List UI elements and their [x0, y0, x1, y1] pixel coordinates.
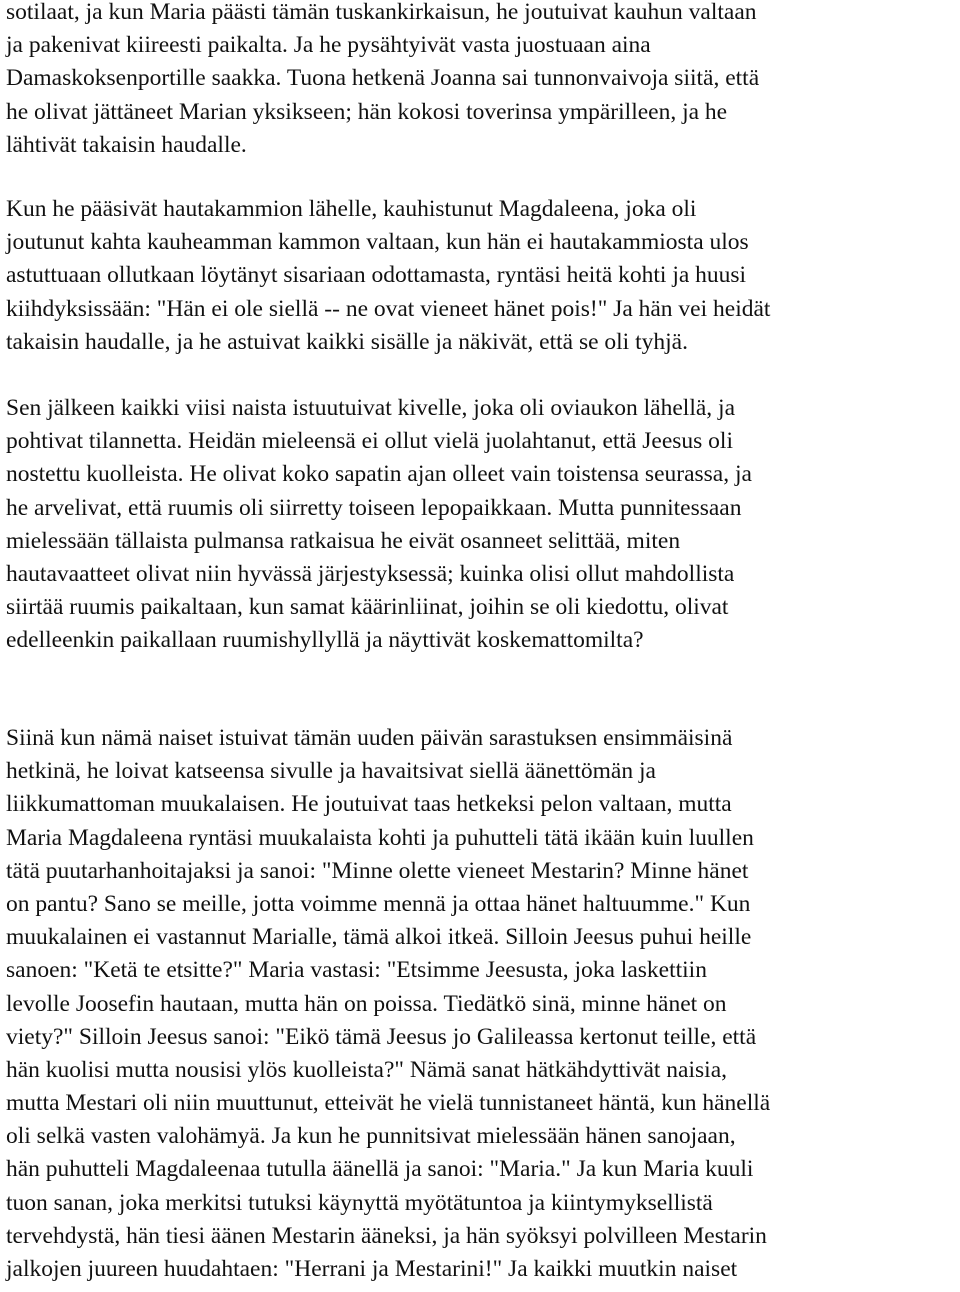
- text-line: Maria Magdaleena ryntäsi muukalaista kohti ja puhutteli tätä ikään kuin luullen: [6, 824, 754, 851]
- text-line: ja pakenivat kiireesti paikalta. Ja he pysähtyivät vasta juostuaan aina: [6, 32, 651, 59]
- paragraph-3: [6, 392, 752, 658]
- text-line: Damaskoksenportille saakka. Tuona hetkenä Joanna sai tunnonvaivoja siitä, että: [6, 65, 760, 92]
- text-line: tätä puutarhanhoitajaksi ja sanoi: "Minne olette vieneet Mestarin? Minne hänet: [6, 857, 749, 884]
- text-line: hautavaatteet olivat niin hyvässä järjestyksessä; kuinka olisi ollut mahdollista: [6, 560, 735, 587]
- text-line: pohtivat tilannetta. Heidän mieleensä ei ollut vielä juolahtanut, että Jeesus oli: [6, 428, 733, 455]
- text-line: edelleenkin paikallaan ruumishyllyllä ja näyttivät koskemattomilta?: [6, 627, 644, 654]
- text-line: kiihdyksissään: "Hän ei ole siellä -- ne ovat vieneet hänet pois!" Ja hän vei heidät: [6, 295, 771, 322]
- text-line: Siinä kun nämä naiset istuivat tämän uuden päivän sarastuksen ensimmäisinä: [6, 725, 733, 751]
- text-line: lähtivät takaisin haudalle.: [6, 131, 247, 158]
- text-line: oli selkä vasten valohämyä. Ja kun he punnitsivat mielessään hänen sanojaan,: [6, 1123, 736, 1150]
- text-line: hän kuolisi mutta nousisi ylös kuolleista?" Nämä sanat hätkähdyttivät naisia,: [6, 1056, 727, 1083]
- text-line: on pantu? Sano se meille, jotta voimme mennä ja ottaa hänet haltuumme." Kun: [6, 890, 751, 917]
- text-line: mielessään tällaista pulmansa ratkaisua he eivät osanneet selittää, miten: [6, 527, 681, 554]
- text-line: he olivat jättäneet Marian yksikseen; hän kokosi toverinsa ympärilleen, ja he: [6, 98, 728, 125]
- text-line: astuttuaan ollutkaan löytänyt sisariaan odottamasta, ryntäsi heitä kohti ja huusi: [6, 262, 747, 289]
- text-line: levolle Joosefin hautaan, mutta hän on poissa. Tiedätkö sinä, minne hänet on: [6, 990, 727, 1017]
- text-line: mutta Mestari oli niin muuttunut, etteivät he vielä tunnistaneet häntä, kun hänellä: [6, 1090, 771, 1117]
- text-line: takaisin haudalle, ja he astuivat kaikki sisälle ja näkivät, että se oli tyhjä.: [6, 328, 688, 355]
- text-line: he arvelivat, että ruumis oli siirretty toiseen lepopaikkaan. Mutta punnitessaan: [6, 494, 742, 521]
- text-line: sanoen: "Ketä te etsitte?" Maria vastasi: "Etsimme Jeesusta, joka laskettiin: [6, 957, 707, 984]
- text-line: Sen jälkeen kaikki viisi naista istuutuivat kivelle, joka oli oviaukon lähellä, ja: [6, 395, 735, 421]
- text-line: hän puhutteli Magdaleenaa tutulla äänellä ja sanoi: "Maria." Ja kun Maria kuuli: [6, 1156, 754, 1183]
- paragraph-4: [6, 722, 770, 1286]
- text-line: muukalainen ei vastannut Marialle, tämä alkoi itkeä. Silloin Jeesus puhui heille: [6, 924, 752, 951]
- paragraph-1: [6, 0, 759, 162]
- text-line: tuon sanan, joka merkitsi tutuksi käynyttä myötätuntoa ja kiintymyksellistä: [6, 1189, 713, 1216]
- text-line: sotilaat, ja kun Maria päästi tämän tuskankirkaisun, he joutuivat kauhun valtaan: [6, 0, 757, 25]
- text-line: hetkinä, he loivat katseensa sivulle ja havaitsivat siellä äänettömän ja: [6, 758, 656, 785]
- text-line: Kun he pääsivät hautakammion lähelle, kauhistunut Magdaleena, joka oli: [6, 196, 697, 222]
- text-line: siirtää ruumis paikaltaan, kun samat käärinliinat, joihin se oli kiedottu, olivat: [6, 594, 729, 621]
- text-line: viety?" Silloin Jeesus sanoi: "Eikö tämä Jeesus jo Galileassa kertonut teille, että: [6, 1023, 757, 1050]
- paragraph-2: [6, 193, 770, 359]
- text-line: nostettu kuolleista. He olivat koko sapatin ajan olleet vain toistensa seurassa, ja: [6, 461, 752, 488]
- text-line: jalkojen juureen huudahtaen: "Herrani ja Mestarini!" Ja kaikki muutkin naiset: [6, 1256, 738, 1282]
- text-line: liikkumattoman muukalaisen. He joutuivat taas hetkeksi pelon valtaan, mutta: [6, 791, 732, 818]
- text-line: joutunut kahta kauheamman kammon valtaan, kun hän ei hautakammiosta ulos: [6, 229, 749, 256]
- text-line: tervehdystä, hän tiesi äänen Mestarin ääneksi, ja hän syöksyi polvilleen Mestarin: [6, 1222, 767, 1249]
